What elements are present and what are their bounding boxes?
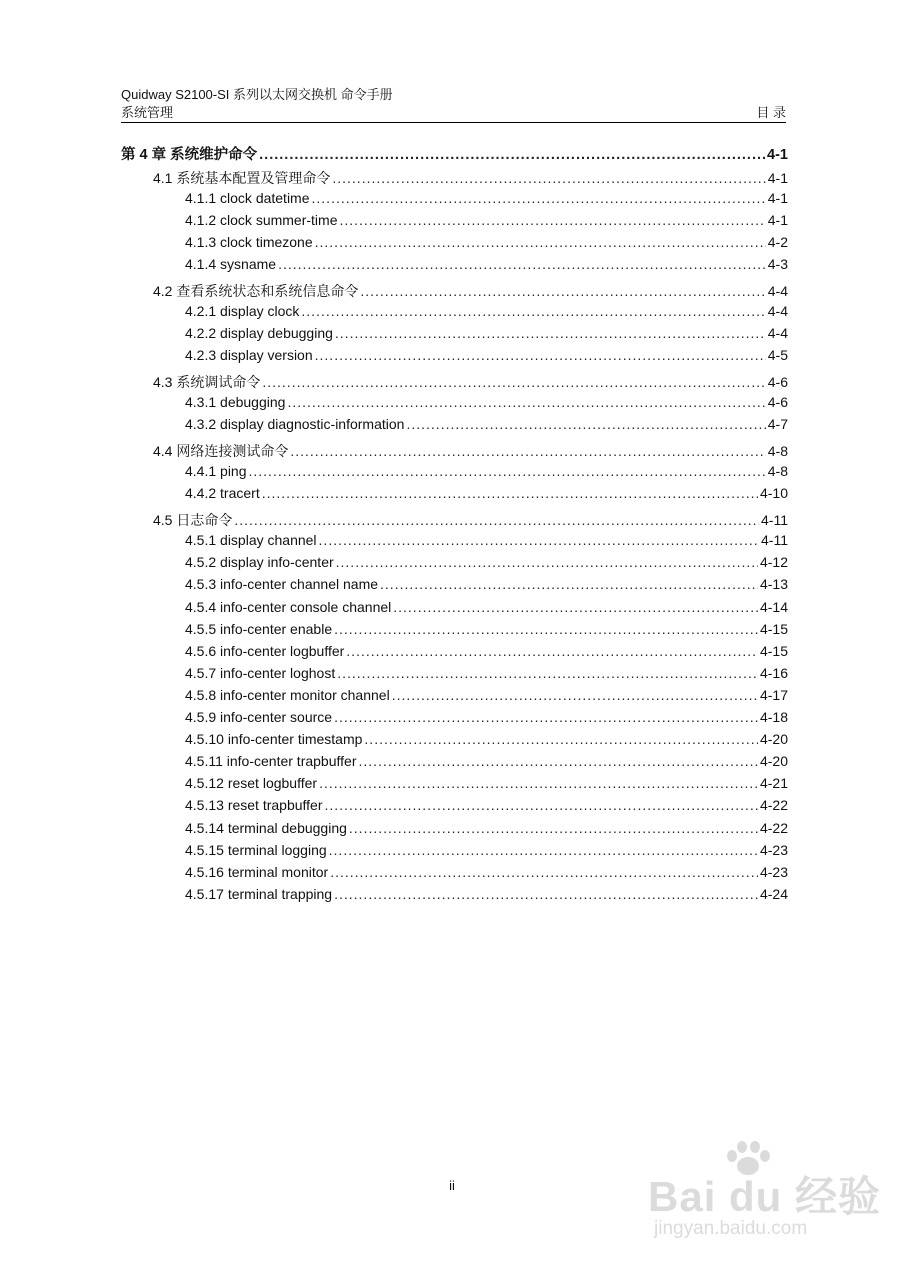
toc-leader-dots [393,599,758,615]
toc-entry-title: 4.1.2 clock summer-time [185,212,338,228]
toc-entry-page: 4-4 [767,303,788,320]
toc-entry-page: 4-1 [767,212,788,228]
toc-entry-title: 4.4.1 ping [185,463,247,480]
toc-entry-title: 4.1.1 clock datetime [185,189,310,206]
toc-entry-page: 4-20 [759,731,788,748]
toc-entry-page: 4-1 [767,147,788,163]
toc-leader-dots [315,234,766,250]
toc-subsection-entry[interactable] [185,886,788,908]
toc-entry-page: 4-12 [759,554,788,571]
header-divider [121,122,786,123]
toc-entry-title: 4.5.9 info-center source [185,709,333,725]
toc-entry-title: 4.5.15 terminal logging [185,841,327,858]
toc-leader-dots [336,554,758,570]
toc-entry-title: 第 4 章 系统维护命令 [121,147,258,163]
toc-entry-page: 4-4 [767,283,788,299]
toc-entry-page: 4-22 [759,819,788,836]
toc-leader-dots [360,283,765,299]
toc-leader-dots [262,485,758,501]
toc-entry-title: 4.4 网络连接测试命令 [153,443,289,460]
toc-leader-dots [346,643,758,659]
toc-subsection-entry[interactable] [185,731,788,753]
toc-leader-dots [315,347,766,363]
toc-subsection-entry[interactable] [185,325,788,347]
toc-entry-title: 4.3 系统调试命令 [153,374,261,391]
toc-entry-title: 4.5.4 info-center console channel [185,598,392,615]
toc-entry-title: 4.2.3 display version [185,347,313,364]
toc-subsection-entry[interactable] [185,303,788,325]
toc-entry-page: 4-3 [767,256,788,273]
toc-entry-page: 4-23 [759,841,788,858]
toc-leader-dots [329,842,758,858]
toc-section-entry[interactable] [153,510,788,532]
toc-leader-dots [364,731,758,747]
watermark-brand: Bai du 经验 [648,1173,882,1220]
toc-leader-dots [332,170,765,186]
toc-subsection-entry[interactable] [185,687,788,709]
toc-entry-page: 4-6 [767,394,788,411]
toc-entry-title: 4.5.16 terminal monitor [185,863,329,880]
toc-subsection-entry[interactable] [185,842,788,864]
toc-entry-title: 4.1 系统基本配置及管理命令 [153,169,331,186]
toc-entry-page: 4-23 [759,863,788,880]
toc-section-entry[interactable] [153,441,788,463]
toc-subsection-entry[interactable] [185,797,788,819]
toc-entry-title: 4.4.2 tracert [185,485,260,502]
toc-leader-dots [380,576,758,592]
toc-entry-page: 4-11 [761,532,788,549]
toc-leader-dots [319,532,759,548]
toc-entry-title: 4.5.5 info-center enable [185,620,333,637]
toc-entry-page: 4-1 [767,169,788,186]
toc-entry-title: 4.3.2 display diagnostic-information [185,416,405,433]
toc-entry-page: 4-5 [767,347,788,364]
toc-entry-title: 4.5.6 info-center logbuffer [185,642,345,659]
toc-entry-page: 4-4 [767,325,788,342]
toc-section-entry[interactable] [153,281,788,303]
toc-leader-dots [259,147,765,163]
toc-subsection-entry[interactable] [185,212,788,234]
toc-subsection-entry[interactable] [185,463,788,485]
toc-subsection-entry[interactable] [185,864,788,886]
toc-entry-title: 4.5.1 display channel [185,532,317,549]
contents-label: 目 录 [756,105,786,120]
toc-subsection-entry[interactable] [185,554,788,576]
toc-subsection-entry[interactable] [185,532,788,554]
toc-section-entry[interactable] [153,372,788,394]
watermark-url: jingyan.baidu.com [654,1218,808,1239]
toc-entry-page: 4-21 [759,775,788,792]
toc-subsection-entry[interactable] [185,820,788,842]
toc-entry-page: 4-14 [759,598,788,615]
toc-leader-dots [358,753,757,769]
toc-entry-page: 4-1 [767,189,788,206]
toc-subsection-entry[interactable] [185,665,788,687]
section-name: 系统管理 [121,105,174,120]
toc-entry-page: 4-17 [759,686,788,703]
toc-chapter-entry[interactable] [121,143,788,165]
toc-entry-title: 4.5.2 display info-center [185,554,334,571]
toc-entry-title: 4.5.12 reset logbuffer [185,775,318,792]
toc-entry-page: 4-8 [767,463,788,480]
toc-entry-page: 4-16 [759,664,788,681]
toc-subsection-entry[interactable] [185,234,788,256]
toc-entry-title: 4.1.3 clock timezone [185,234,313,251]
toc-entry-page: 4-6 [767,374,788,391]
toc-entry-title: 4.5.13 reset trapbuffer [185,797,323,814]
toc-subsection-entry[interactable] [185,416,788,438]
toc-leader-dots [334,886,758,902]
toc-section-entry[interactable] [153,168,788,190]
toc-entry-page: 4-2 [767,234,788,251]
toc-entry-title: 4.1.4 sysname [185,256,277,273]
toc-leader-dots [312,190,766,206]
toc-entry-title: 4.5.7 info-center loghost [185,664,336,681]
toc-subsection-entry[interactable] [185,599,788,621]
toc-subsection-entry[interactable] [185,775,788,797]
toc-subsection-entry[interactable] [185,394,788,416]
toc-entry-page: 4-15 [759,620,788,637]
baidu-jingyan-watermark [640,1140,880,1250]
toc-leader-dots [334,621,758,637]
toc-subsection-entry[interactable] [185,576,788,598]
toc-leader-dots [249,463,766,479]
toc-leader-dots [325,797,758,813]
toc-entry-title: 4.2.1 display clock [185,303,300,320]
toc-subsection-entry[interactable] [185,347,788,369]
toc-entry-page: 4-18 [759,709,788,725]
toc-leader-dots [339,212,765,228]
toc-entry-title: 4.3.1 debugging [185,394,286,411]
toc-subsection-entry[interactable] [185,256,788,278]
toc-entry-title: 4.5 日志命令 [153,512,233,529]
toc-leader-dots [349,820,758,836]
toc-leader-dots [334,709,758,725]
toc-leader-dots [330,864,758,880]
toc-leader-dots [392,687,758,703]
page-header [121,86,786,122]
toc-entry-page: 4-11 [761,512,788,529]
toc-entry-title: 4.2.2 display debugging [185,325,333,342]
toc-entry-title: 4.5.10 info-center timestamp [185,731,363,748]
toc-leader-dots [234,512,759,528]
toc-subsection-entry[interactable] [185,190,788,212]
toc-leader-dots [335,325,766,341]
page-number: ii [449,1178,455,1193]
toc-leader-dots [278,256,766,272]
toc-entry-page: 4-15 [759,642,788,659]
toc-entry-page: 4-10 [759,485,788,502]
toc-leader-dots [262,374,765,390]
manual-title: Quidway S2100-SI 系列以太网交换机 命令手册 [121,87,393,102]
toc-leader-dots [301,303,765,319]
toc-leader-dots [290,443,765,459]
toc-entry-title: 4.5.17 terminal trapping [185,885,333,902]
toc-leader-dots [287,394,765,410]
toc-entry-page: 4-8 [767,443,788,460]
toc-subsection-entry[interactable] [185,643,788,665]
toc-entry-page: 4-7 [767,416,788,433]
toc-entry-title: 4.5.3 info-center channel name [185,576,379,593]
toc-leader-dots [319,775,758,791]
toc-subsection-entry[interactable] [185,621,788,643]
toc-subsection-entry[interactable] [185,485,788,507]
toc-entry-page: 4-13 [759,576,788,593]
toc-leader-dots [337,665,758,681]
toc-subsection-entry[interactable] [185,753,788,775]
toc-leader-dots [406,416,765,432]
toc-entry-title: 4.5.14 terminal debugging [185,819,347,836]
toc-entry-page: 4-24 [759,885,788,902]
toc-entry-title: 4.2 查看系统状态和系统信息命令 [153,283,359,299]
toc-entry-page: 4-22 [759,797,788,814]
toc-entry-page: 4-20 [759,753,788,770]
toc-entry-title: 4.5.11 info-center trapbuffer [185,753,357,770]
toc-subsection-entry[interactable] [185,709,788,731]
toc-entry-title: 4.5.8 info-center monitor channel [185,686,390,703]
